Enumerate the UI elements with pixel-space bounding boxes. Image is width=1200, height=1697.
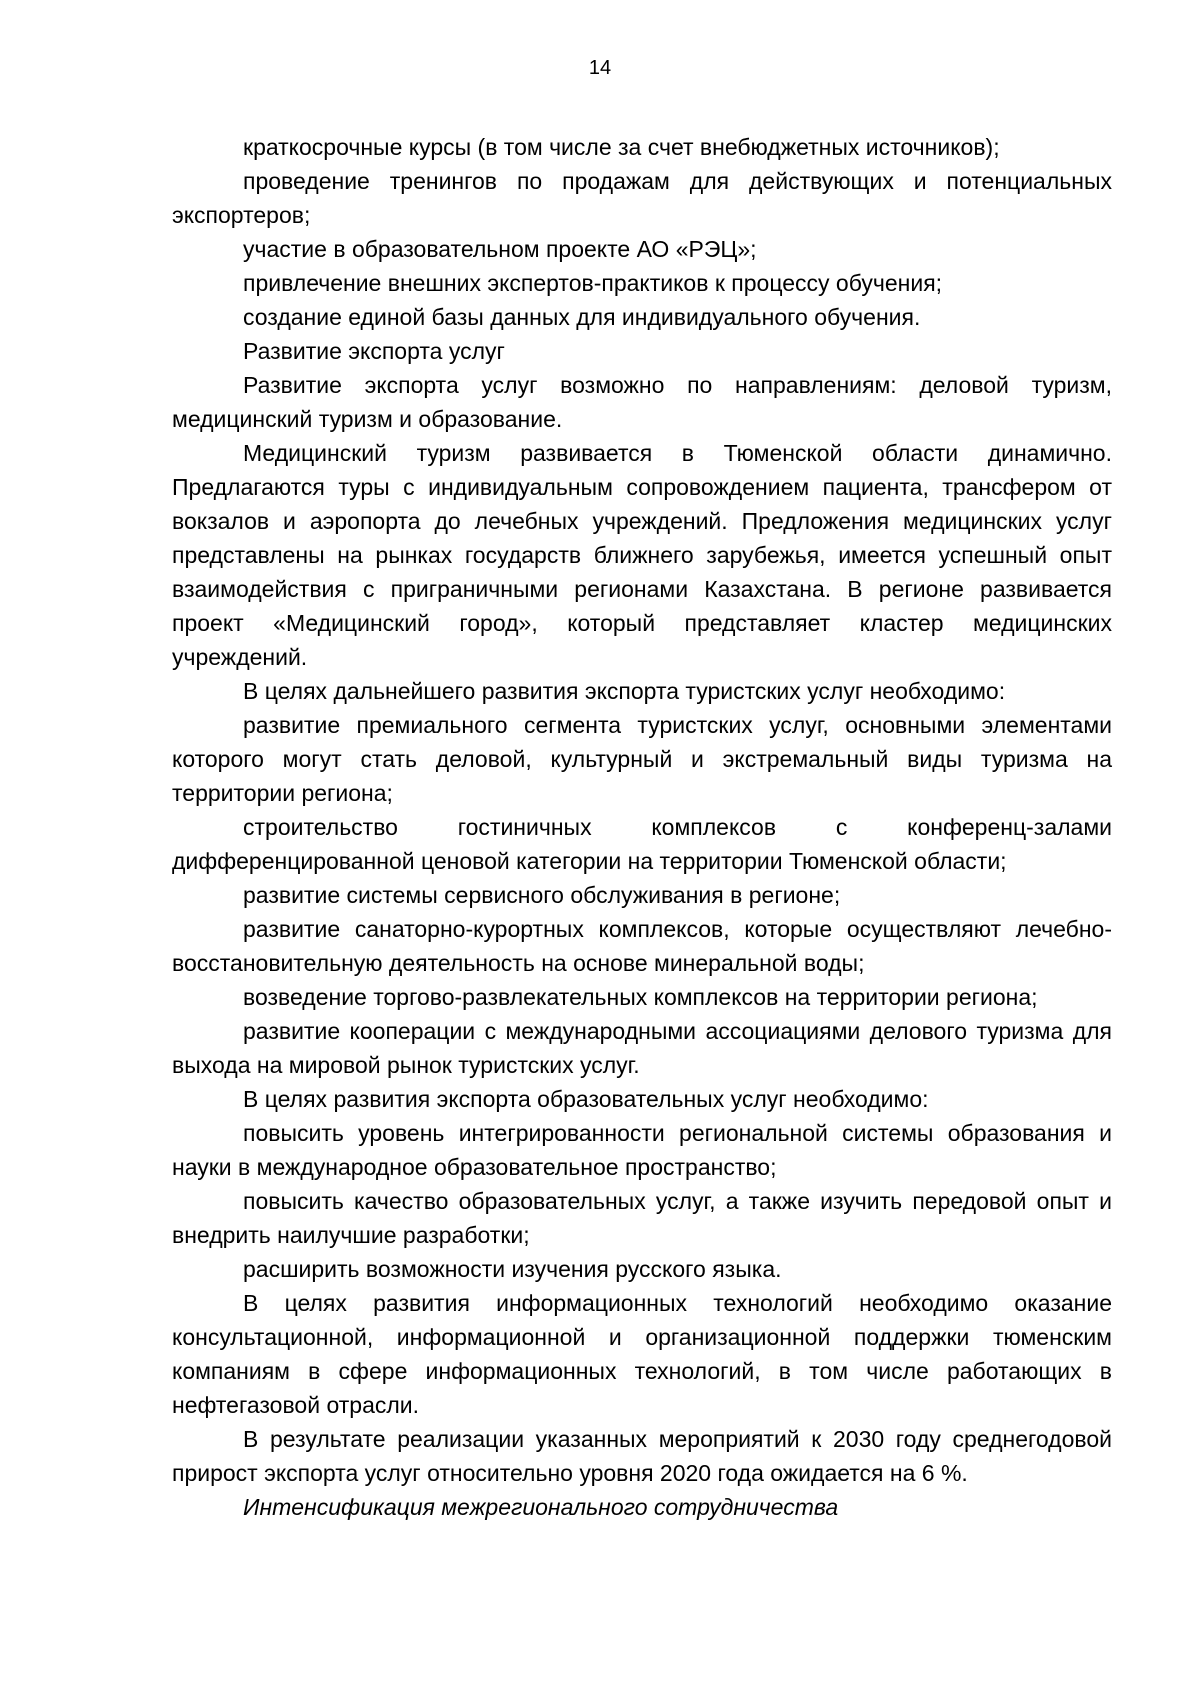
paragraph-education-goals-intro: В целях развития экспорта образовательных услуг необходимо: bbox=[243, 1086, 929, 1112]
paragraph-premium-segment: развитие премиального сегмента туристских услуг, основными элементами которого могут стать деловой, культурный и экстремальный виды туризма на территории региона; bbox=[172, 712, 1112, 806]
paragraph-short-courses: краткосрочные курсы (в том числе за счет внебюджетных источников); bbox=[243, 134, 1000, 160]
paragraph-russian-language: расширить возможности изучения русского языка. bbox=[243, 1256, 782, 1282]
paragraph-rec-project: участие в образовательном проекте АО «РЭЦ»; bbox=[243, 236, 757, 262]
paragraph-database: создание единой базы данных для индивидуального обучения. bbox=[243, 304, 921, 330]
paragraph-international-cooperation: развитие кооперации с международными ассоциациями делового туризма для выхода на мировой рынок туристских услуг. bbox=[172, 1018, 1112, 1078]
paragraph-service-system: развитие системы сервисного обслуживания в регионе; bbox=[243, 882, 841, 908]
section-heading-services-export: Развитие экспорта услуг bbox=[243, 338, 505, 364]
paragraph-entertainment-complexes: возведение торгово-развлекательных комплексов на территории региона; bbox=[243, 984, 1038, 1010]
paragraph-results-2030: В результате реализации указанных мероприятий к 2030 году среднегодовой прирост экспорта услуг относительно уровня 2020 года ожидается на 6 %. bbox=[172, 1426, 1112, 1486]
paragraph-hotel-construction: строительство гостиничных комплексов с конференц-залами дифференцированной ценовой категории на территории Тюменской области; bbox=[172, 814, 1112, 874]
paragraph-services-directions: Развитие экспорта услуг возможно по направлениям: деловой туризм, медицинский туризм и образование. bbox=[172, 372, 1112, 432]
paragraph-it-support: В целях развития информационных технологий необходимо оказание консультационной, информационной и организационной поддержки тюменским компаниям в сфере информационных технологий, в том числе работающих в нефтегазовой отрасли. bbox=[172, 1290, 1112, 1418]
paragraph-external-experts: привлечение внешних экспертов-практиков к процессу обучения; bbox=[243, 270, 943, 296]
paragraph-education-quality: повысить качество образовательных услуг, а также изучить передовой опыт и внедрить наилучшие разработки; bbox=[172, 1188, 1112, 1248]
paragraph-education-integration: повысить уровень интегрированности региональной системы образования и науки в международное образовательное пространство; bbox=[172, 1120, 1112, 1180]
section-heading-interregional-cooperation: Интенсификация межрегионального сотрудничества bbox=[243, 1494, 839, 1520]
paragraph-sanatorium-complexes: развитие санаторно-курортных комплексов, которые осуществляют лечебно-восстановительную деятельность на основе минеральной воды; bbox=[172, 916, 1112, 976]
paragraph-sales-trainings: проведение тренингов по продажам для действующих и потенциальных экспортеров; bbox=[172, 168, 1112, 228]
paragraph-medical-tourism: Медицинский туризм развивается в Тюменской области динамично. Предлагаются туры с индивидуальным сопровождением пациента, трансфером от вокзалов и аэропорта до лечебных учреждений. Предложения медицинских услуг представлены на рынках государств ближнего зарубежья, имеется успешный опыт взаимодействия с приграничными регионами Казахстана. В регионе развивается проект «Медицинский город», который представляет кластер медицинских учреждений. bbox=[172, 440, 1112, 670]
page-number: 14 bbox=[588, 57, 612, 79]
document-body bbox=[172, 130, 1112, 1524]
paragraph-tourism-goals-intro: В целях дальнейшего развития экспорта туристских услуг необходимо: bbox=[243, 678, 1006, 704]
